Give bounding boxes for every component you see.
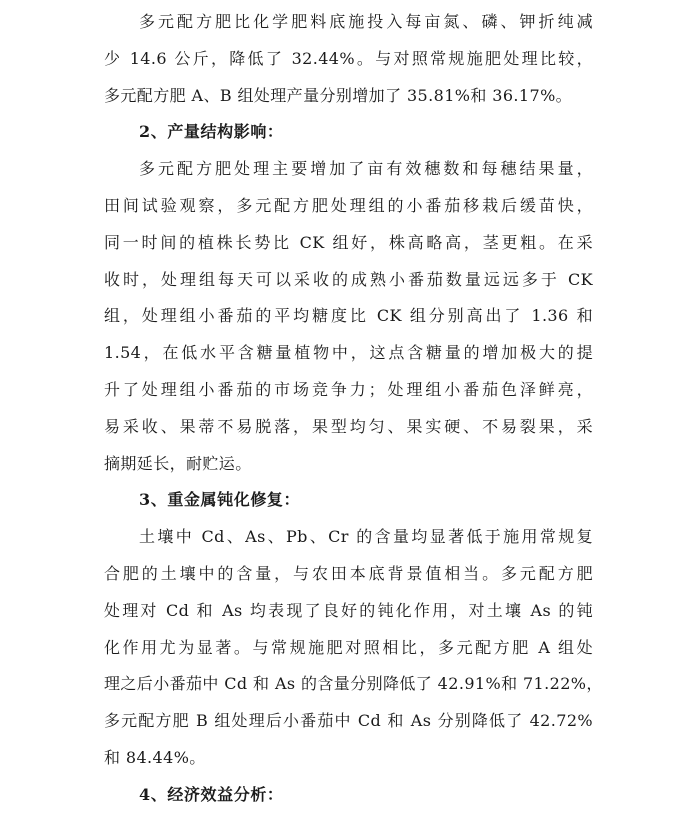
paragraph-line: 多元配方肥 A、B 组处理产量分别增加了 35.81%和 36.17%。: [104, 85, 573, 105]
section-heading: 3、重金属钝化修复：: [139, 490, 301, 510]
paragraph-line: 摘期延长，耐贮运。: [104, 453, 252, 473]
paragraph-line: 多元配方肥比化学肥料底施投入每亩氮、磷、钾折纯减: [139, 12, 593, 31]
paragraph-line: 升了处理组小番茄的市场竞争力；处理组小番茄色泽鲜亮，: [104, 379, 593, 399]
section-heading: 4、经济效益分析：: [139, 784, 284, 804]
paragraph-line: 理之后小番茄中 Cd 和 As 的含量分别降低了 42.91%和 71.22%，: [104, 674, 603, 694]
paragraph-line: 化作用尤为显著。与常规施肥对照相比，多元配方肥 A 组处: [104, 637, 593, 657]
paragraph-line: 土壤中 Cd、As、Pb、Cr 的含量均显著低于施用常规复: [139, 527, 593, 547]
section-heading: 2、产量结构影响：: [139, 122, 284, 142]
paragraph-line: 易采收、果蒂不易脱落，果型均匀、果实硬、不易裂果，采: [104, 416, 593, 436]
paragraph-line: 和 84.44%。: [104, 747, 206, 767]
paragraph-line: 处理对 Cd 和 As 均表现了良好的钝化作用，对土壤 As 的钝: [104, 600, 593, 620]
paragraph-line: 同一时间的植株长势比 CK 组好，株高略高，茎更粗。在采: [104, 232, 593, 252]
paragraph-line: 合肥的土壤中的含量，与农田本底背景值相当。多元配方肥: [104, 563, 593, 583]
paragraph-line: 组，处理组小番茄的平均糖度比 CK 组分别高出了 1.36 和: [104, 306, 593, 326]
paragraph-line: 多元配方肥 B 组处理后小番茄中 Cd 和 As 分别降低了 42.72%: [104, 711, 593, 731]
paragraph-line: 少 14.6 公斤，降低了 32.44%。与对照常规施肥处理比较，: [104, 48, 593, 68]
paragraph-line: 田间试验观察，多元配方肥处理组的小番茄移栽后缓苗快，: [104, 195, 593, 215]
paragraph-line: 收时，处理组每天可以采收的成熟小番茄数量远远多于 CK: [104, 269, 593, 289]
paragraph-line: 多元配方肥处理主要增加了亩有效穗数和每穗结果量，: [139, 159, 593, 179]
paragraph-line: 1.54，在低水平含糖量植物中，这点含糖量的增加极大的提: [104, 343, 593, 363]
